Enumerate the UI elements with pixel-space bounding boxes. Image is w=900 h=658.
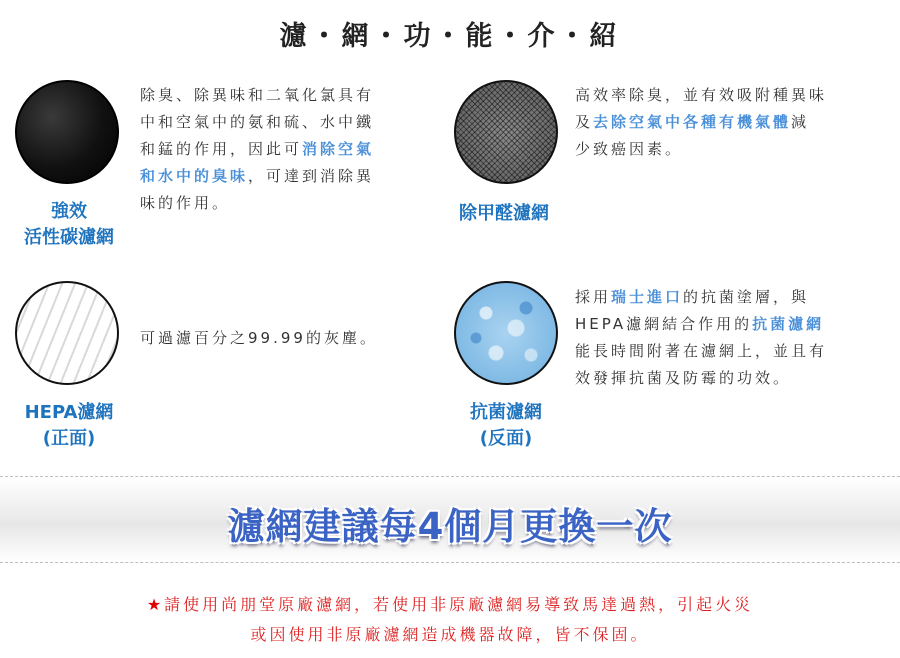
desc-text: 中和空氣中的氨和硫、水中鐵 (140, 113, 375, 131)
desc-text: 效發揮抗菌及防霉的功效。 (575, 369, 792, 387)
formaldehyde-filter-label (444, 201, 564, 227)
desc-line (575, 338, 827, 365)
warning-text: 或因使用非原廠濾網造成機器故障，皆不保固。 (250, 625, 650, 644)
antibacterial-filter-image (454, 281, 558, 385)
desc-text: 少致癌因素。 (575, 140, 684, 158)
antibacterial-filter-description (575, 284, 827, 392)
antibacterial-filter-label (444, 400, 568, 452)
activated-carbon-filter-description (140, 82, 374, 217)
formaldehyde-filter-image (454, 80, 558, 184)
desc-line (575, 284, 827, 311)
activated-carbon-filter-image (15, 80, 119, 184)
desc-line (140, 136, 374, 163)
desc-text: ，可達到消除異 (248, 167, 375, 185)
star-icon: ★ (146, 595, 165, 614)
desc-text: 能長時間附著在濾網上，並且有 (575, 342, 828, 360)
desc-text: 減 (791, 113, 810, 131)
label-line-1: HEPA濾網 (24, 402, 114, 423)
desc-highlight: 抗菌濾網 (752, 315, 825, 333)
desc-text: 除臭、除異味和二氧化氯具有 (140, 86, 375, 104)
page-title: 濾・網・功・能・介・紹 (279, 21, 621, 52)
label-line-1: 除甲醛濾網 (459, 203, 549, 224)
desc-line (575, 136, 827, 163)
hepa-filter-description (140, 325, 378, 352)
desc-line (575, 82, 827, 109)
desc-text: 的抗菌塗層，與 (683, 288, 810, 306)
desc-line (140, 82, 374, 109)
label-line-2: 活性碳濾網 (24, 227, 114, 248)
desc-line (140, 190, 374, 217)
desc-highlight: 去除空氣中各種有機氣體 (593, 113, 792, 131)
warning-text: 請使用尚朋堂原廠濾網，若使用非原廠濾網易導致馬達過熱，引起火災 (164, 595, 754, 614)
desc-text: 及 (575, 113, 594, 131)
desc-text: 和錳的作用，因此可 (140, 140, 303, 158)
desc-text: HEPA濾網結合作用的 (575, 315, 753, 333)
desc-line (575, 311, 827, 338)
label-line-1: 強效 (51, 201, 87, 222)
hepa-filter-label (5, 400, 133, 452)
replacement-banner: 濾網建議每4個月更換一次 (227, 505, 673, 548)
warning-notice-line-2 (0, 622, 900, 645)
desc-line (140, 163, 374, 190)
desc-highlight: 瑞士進口 (611, 288, 684, 306)
desc-line (575, 365, 827, 392)
formaldehyde-filter-description (575, 82, 827, 163)
desc-line (140, 325, 378, 352)
desc-line (575, 109, 827, 136)
desc-highlight: 和水中的臭味 (140, 167, 249, 185)
warning-notice-line-1 (0, 592, 900, 615)
desc-text: 採用 (575, 288, 612, 306)
label-line-2: (正面) (42, 428, 96, 449)
desc-highlight: 消除空氣 (302, 140, 375, 158)
label-line-1: 抗菌濾網 (470, 402, 542, 423)
desc-text: 高效率除臭，並有效吸附種異味 (575, 86, 828, 104)
desc-text: 味的作用。 (140, 194, 231, 212)
desc-line (140, 109, 374, 136)
hepa-filter-image (15, 281, 119, 385)
activated-carbon-filter-label (10, 199, 128, 251)
desc-text: 可過濾百分之99.99的灰塵。 (140, 329, 378, 347)
label-line-2: (反面) (479, 428, 533, 449)
